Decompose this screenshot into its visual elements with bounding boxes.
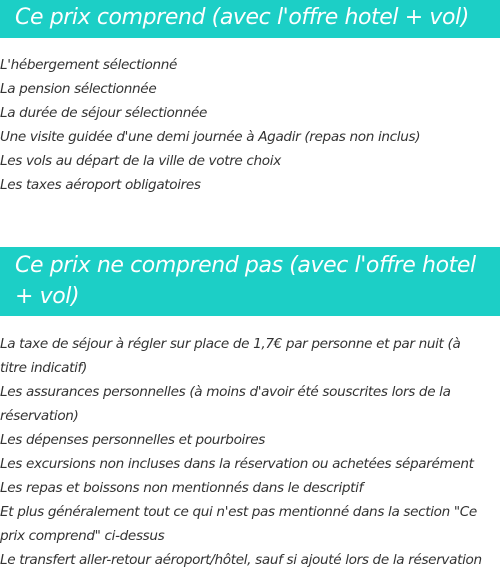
excluded-item-excursions: Les excursions non incluses dans la réservation ou achetées séparément bbox=[0, 456, 474, 472]
excluded-item-insurance: Les assurances personnelles (à moins d'avoir été souscrites lors de la réservation) bbox=[0, 384, 451, 424]
included-item-duration: La durée de séjour sélectionnée bbox=[0, 105, 208, 121]
included-item-flights: Les vols au départ de la ville de votre choix bbox=[0, 153, 281, 169]
included-item-accommodation: L'hébergement sélectionné bbox=[0, 57, 178, 73]
included-section-title: Ce prix comprend (avec l'offre hotel + vol) bbox=[0, 0, 500, 38]
excluded-item-general: Et plus généralement tout ce qui n'est pas mentionné dans la section "Ce prix comprend" ci-dessus bbox=[0, 504, 477, 544]
excluded-item-transfer: Le transfert aller-retour aéroport/hôtel, sauf si ajouté lors de la réservation bbox=[0, 552, 482, 568]
included-item-guided-tour: Une visite guidée d'une demi journée à Agadir (repas non inclus) bbox=[0, 129, 421, 145]
excluded-item-personal-expenses: Les dépenses personnelles et pourboires bbox=[0, 432, 265, 448]
included-item-airport-taxes: Les taxes aéroport obligatoires bbox=[0, 177, 201, 193]
excluded-item-meals-drinks: Les repas et boissons non mentionnés dans le descriptif bbox=[0, 480, 364, 496]
excluded-section-title: Ce prix ne comprend pas (avec l'offre hotel + vol) bbox=[0, 247, 500, 316]
included-items-list bbox=[0, 53, 500, 197]
excluded-items-list bbox=[0, 332, 500, 572]
included-item-board: La pension sélectionnée bbox=[0, 81, 157, 97]
excluded-item-tourist-tax: La taxe de séjour à régler sur place de 1,7€ par personne et par nuit (à titre indicatif) bbox=[0, 336, 461, 376]
